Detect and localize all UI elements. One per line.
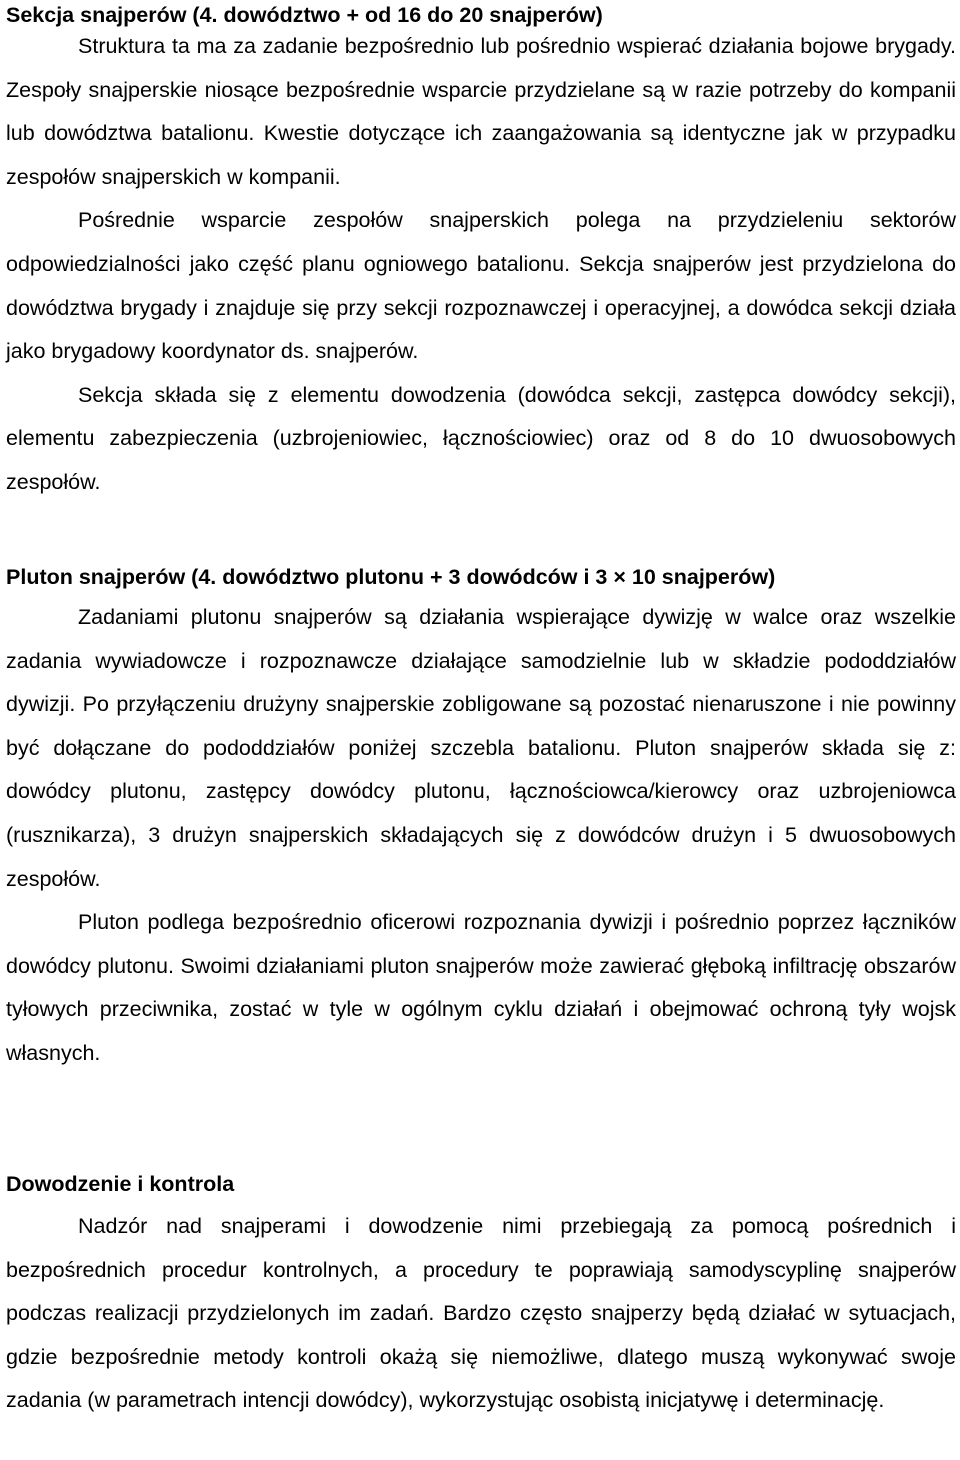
paragraph: Struktura ta ma za zadanie bezpośrednio lub pośrednio wspierać działania bojowe brygady. Zespoły snajperskie niosące bezpośrednie wsparcie przydzielane są w razie potrzeby do kompanii lub dowództwa batalionu. Kwestie dotyczące ich zaangażowania są identyczne jak w przypadku zespołów snajperskich w kompanii. bbox=[6, 34, 956, 189]
paragraph: Zadaniami plutonu snajperów są działania wspierające dywizję w walce oraz wszelkie zadania wywiadowcze i rozpoznawcze działające samodzielnie lub w składzie pododdziałów dywizji. Po przyłączeniu drużyny snajperskie zobligowane są pozostać nienaruszone i nie powinny być dołączane do pododdziałów poniżej szczebla batalionu. Pluton snajperów składa się z: dowódcy plutonu, zastępcy dowódcy plutonu, łącznościowca/kierowcy oraz uzbrojeniowca (rusznikarza), 3 drużyn snajperskich składających się z dowódców drużyn i 5 dwuosobowych zespołów. bbox=[6, 605, 956, 891]
paragraph: Nadzór nad snajperami i dowodzenie nimi przebiegają za pomocą pośrednich i bezpośrednich procedur kontrolnych, a procedury te poprawiają samodyscyplinę snajperów podczas realizacji przydzielonych im zadań. Bardzo często snajperzy będą działać w sytuacjach, gdzie bezpośrednie metody kontroli okażą się niemożliwe, dlatego muszą wykonywać swoje zadania (w parametrach intencji dowódcy), wykorzystując osobistą inicjatywę i determinację. bbox=[6, 1214, 956, 1413]
paragraph: Sekcja składa się z elementu dowodzenia (dowódca sekcji, zastępca dowódcy sekcji), elementu zabezpieczenia (uzbrojeniowiec, łącznościowiec) oraz od 8 do 10 dwuosobowych zespołów. bbox=[6, 382, 956, 494]
paragraph: Pośrednie wsparcie zespołów snajperskich polega na przydzieleniu sektorów odpowiedzialności jako część planu ogniowego batalionu. Sekcja snajperów jest przydzielona do dowództwa brygady i znajduje się przy sekcji rozpoznawczej i operacyjnej, a dowódca sekcji działa jako brygadowy koordynator ds. snajperów. bbox=[6, 208, 956, 364]
section-sniper-section bbox=[6, 0, 956, 505]
section-heading: Pluton snajperów (4. dowództwo plutonu + 3 dowódców i 3 × 10 snajperów) bbox=[6, 565, 776, 589]
paragraph: Pluton podlega bezpośrednio oficerowi rozpoznania dywizji i pośrednio poprzez łączników dowódcy plutonu. Swoimi działaniami pluton snajperów może zawierać głęboką infiltrację obszarów tyłowych przeciwnika, zostać w tyle w ogólnym cyklu działań i obejmować ochroną tyły wojsk własnych. bbox=[6, 910, 956, 1065]
section-command-control bbox=[6, 1169, 956, 1423]
section-heading: Dowodzenie i kontrola bbox=[6, 1172, 235, 1196]
section-sniper-platoon bbox=[6, 562, 956, 1076]
section-heading: Sekcja snajperów (4. dowództwo + od 16 do 20 snajperów) bbox=[6, 3, 603, 27]
